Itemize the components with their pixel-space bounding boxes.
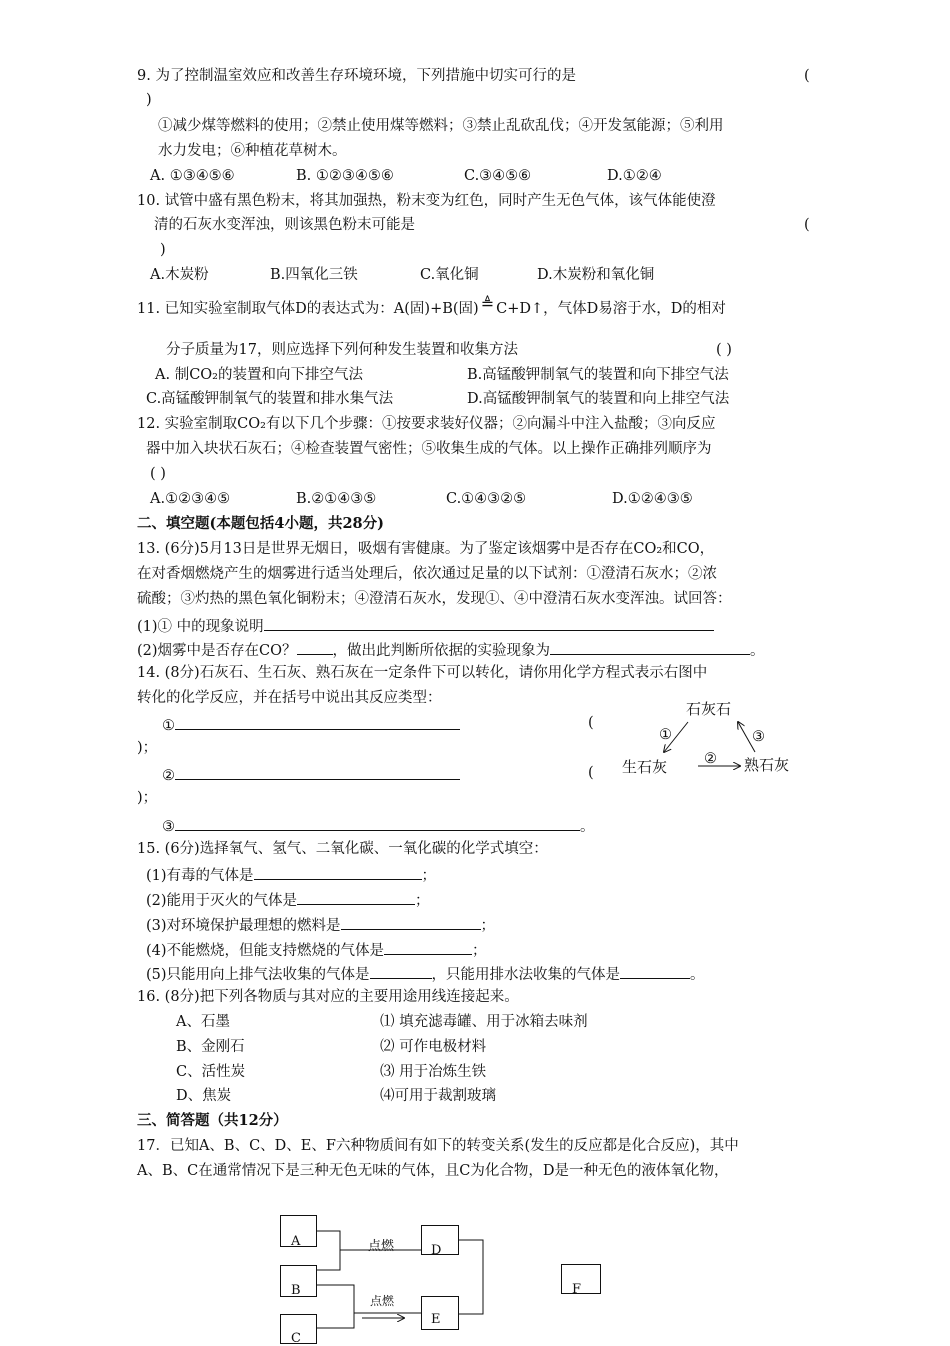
q15-s4 <box>146 938 487 961</box>
q15-s1-semi: ； <box>421 868 437 884</box>
q17-connector-lines <box>310 1210 610 1344</box>
box-d-label: D <box>431 1243 442 1258</box>
q14-item1-paren-open: ( <box>588 715 594 731</box>
q16-stem: 16. (8分)把下列各物质与其对应的主要用途用线连接起来。 <box>137 989 519 1005</box>
q11-option-a: A. 制CO₂的装置和向下排空气法 <box>155 367 363 383</box>
q14-line2: 转化的化学反应，并在括号中说出其反应类型： <box>137 690 442 706</box>
q12-option-b: B.②①④③⑤ <box>296 491 377 507</box>
q11-line1-b: C+D↑，气体D易溶于水，D的相对 <box>496 301 726 317</box>
q15-s5-label-b: ，只能用排水法收集的气体是 <box>431 967 621 983</box>
q15-s3-label: (3)对环境保护最理想的燃料是 <box>146 918 341 934</box>
q14-item3-num: ③ <box>162 819 175 835</box>
q9-option-c: C.③④⑤⑥ <box>464 168 532 184</box>
condition-ignite-2: 点燃 <box>370 1294 395 1308</box>
q15-s2-semi: ； <box>415 893 430 909</box>
q10-paren-open: ( <box>804 217 810 233</box>
q14-item2-paren-open: ( <box>588 765 594 781</box>
q15-s4-blank[interactable] <box>384 938 472 955</box>
q15-s3-blank[interactable] <box>341 913 481 930</box>
q16-left-a: A、石墨 <box>176 1014 230 1030</box>
q15-s2-blank[interactable] <box>297 888 415 905</box>
q14-line1: 14. (8分)石灰石、生石灰、熟石灰在一定条件下可以转化，请你用化学方程式表示右图中 <box>137 665 708 681</box>
box-e-label: E <box>431 1312 441 1327</box>
q17-line2: A、B、C在通常情况下是三种无色无味的气体，且C为化合物，D是一种无色的液体氧化物， <box>137 1163 729 1179</box>
q15-s1-blank[interactable] <box>254 863 422 880</box>
q14-item2-paren-close: )； <box>137 790 158 806</box>
q9-line3: 水力发电；⑥种植花草树木。 <box>158 143 347 159</box>
q9-option-a: A. ①③④⑤⑥ <box>150 168 235 184</box>
q14-item1 <box>162 713 460 736</box>
diagram-limestone-label: 石灰石 <box>686 700 732 718</box>
q10-option-c: C.氧化铜 <box>420 267 479 283</box>
box-f-label: F <box>572 1282 582 1297</box>
q11-line1-a: 11. 已知实验室制取气体D的表达式为：A(固)+B(固) <box>137 301 479 317</box>
arrow-1 <box>664 722 688 752</box>
q12-line3: ( ) <box>150 466 166 482</box>
q13-line2: 在对香烟燃烧产生的烟雾进行适当处理后，依次通过足量的以下试剂：①澄清石灰水；②浓 <box>137 566 717 582</box>
q13-line1: 13. (6分)5月13日是世界无烟日，吸烟有害健康。为了鉴定该烟雾中是否存在CO₂和CO， <box>137 541 715 557</box>
q16-left-d: D、焦炭 <box>176 1088 232 1104</box>
q14-item2 <box>162 763 460 786</box>
q13-sub1 <box>137 614 714 637</box>
q16-left-b: B、金刚石 <box>176 1039 245 1055</box>
diagram-step3-label: ③ <box>752 729 765 745</box>
q14-item3 <box>162 814 595 837</box>
q16-right-1: ⑴ 填充滤毒罐、用于冰箱去味剂 <box>380 1014 588 1030</box>
q15-s2-label: (2)能用于灭火的气体是 <box>146 893 298 909</box>
q12-line2: 器中加入块状石灰石；④检查装置气密性；⑤收集生成的气体。以上操作正确排列顺序为 <box>146 441 712 457</box>
diagram-slakedlime-label: 熟石灰 <box>744 756 790 774</box>
diagram-step2-label: ② <box>704 751 717 767</box>
q12-line1: 12. 实验室制取CO₂有以下几个步骤：①按要求装好仪器；②向漏斗中注入盐酸；③向反应 <box>137 416 716 432</box>
q13-answer1-blank[interactable] <box>264 614 714 631</box>
q13-sub2-label-a: (2)烟雾中是否存在CO？ <box>137 643 297 659</box>
q13-line3: 硫酸；③灼热的黑色氧化铜粉末；④澄清石灰水，发现①、④中澄清石灰水变浑浊。试回答： <box>137 591 732 607</box>
box-a-label: A <box>291 1234 301 1249</box>
section2-heading: 二、填空题(本题包括4小题，共28分) <box>137 515 384 532</box>
diagram-quicklime-label: 生石灰 <box>622 758 668 776</box>
q11-option-c: C.高锰酸钾制氧气的装置和排水集气法 <box>146 391 394 407</box>
q15-s5a-blank[interactable] <box>370 962 432 979</box>
q9-paren-close: ) <box>146 92 152 108</box>
condition-ignite-1: 点燃 <box>368 1239 395 1254</box>
q10-line1: 10. 试管中盛有黑色粉末，将其加强热，粉末变为红色，同时产生无色气体，该气体能使澄 <box>137 193 716 209</box>
q11-line2: 分子质量为17，则应选择下列何种发生装置和收集方法 <box>166 342 518 358</box>
box-b-label: B <box>291 1283 301 1298</box>
q15-s1-label: (1)有毒的气体是 <box>146 868 254 884</box>
q14-eq3-blank[interactable] <box>175 814 580 831</box>
q15-s1 <box>146 863 436 886</box>
q14-item2-num: ② <box>162 768 175 784</box>
q9-option-d: D.①②④ <box>607 168 662 184</box>
q15-s5b-blank[interactable] <box>620 962 690 979</box>
q9-line2: ①减少煤等燃料的使用；②禁止使用煤等燃料；③禁止乱砍乱伐；④开发氢能源；⑤利用 <box>158 118 724 134</box>
q15-s3 <box>146 913 495 936</box>
q12-option-c: C.①④③②⑤ <box>446 491 527 507</box>
q14-item1-num: ① <box>162 718 175 734</box>
q13-sub2 <box>137 638 765 661</box>
q15-s4-semi: ； <box>472 943 487 959</box>
q14-end: 。 <box>580 819 595 835</box>
q11-option-d: D.高锰酸钾制氧气的装置和向上排空气法 <box>467 391 730 407</box>
q11-option-b: B.高锰酸钾制氧气的装置和向下排空气法 <box>467 367 729 383</box>
q17-line1: 17．已知A、B、C、D、E、F六种物质间有如下的转变关系(发生的反应都是化合反应)，其中 <box>137 1138 739 1154</box>
q10-line2: 清的石灰水变浑浊，则该黑色粉末可能是 <box>154 217 415 233</box>
q12-option-d: D.①②④③⑤ <box>612 491 693 507</box>
q12-option-a: A.①②③④⑤ <box>150 491 231 507</box>
q9-stem: 9. 为了控制温室效应和改善生存环境环境，下列措施中切实可行的是 <box>137 68 576 84</box>
q14-item1-paren-close: )； <box>137 740 158 756</box>
q9-paren-open: ( <box>804 68 810 84</box>
diagram-arrows <box>600 690 820 790</box>
q11-paren: ( ) <box>716 342 732 358</box>
q13-sub2-label-b: ，做出此判断所依据的实验现象为 <box>332 643 551 659</box>
q13-sub1-label: (1)① 中的现象说明 <box>137 619 264 635</box>
q16-right-2: ⑵ 可作电极材料 <box>380 1039 487 1055</box>
q15-end: 。 <box>690 967 705 983</box>
q15-s5-label-a: (5)只能用向上排气法收集的气体是 <box>146 967 370 983</box>
heat-symbol: ≜ <box>480 294 495 313</box>
q16-right-4: ⑷可用于裁割玻璃 <box>380 1088 496 1104</box>
q13-answer2a-blank[interactable] <box>297 638 333 655</box>
q15-s5 <box>146 962 705 985</box>
q16-right-3: ⑶ 用于冶炼生铁 <box>380 1064 487 1080</box>
q10-option-b: B.四氧化三铁 <box>270 267 358 283</box>
q14-eq1-blank[interactable] <box>175 713 460 730</box>
q10-option-d: D.木炭粉和氧化铜 <box>537 267 655 283</box>
q15-s4-label: (4)不能燃烧，但能支持燃烧的气体是 <box>146 943 385 959</box>
q15-stem: 15. (6分)选择氧气、氢气、二氧化碳、一氧化碳的化学式填空： <box>137 841 548 857</box>
q16-left-c: C、活性炭 <box>176 1064 246 1080</box>
q15-s3-semi: ； <box>480 918 496 934</box>
q13-answer2b-blank[interactable] <box>550 638 750 655</box>
q9-option-b: B. ①②③④⑤⑥ <box>296 168 394 184</box>
section3-heading: 三、简答题（共12分） <box>137 1112 288 1129</box>
q10-option-a: A.木炭粉 <box>150 267 209 283</box>
diagram-step1-label: ① <box>659 727 672 743</box>
q13-end: 。 <box>750 643 765 659</box>
q15-s2 <box>146 888 430 911</box>
box-c-label: C <box>291 1331 301 1346</box>
q14-eq2-blank[interactable] <box>175 763 460 780</box>
arrow-3 <box>738 722 755 752</box>
q10-paren-close: ) <box>160 242 166 258</box>
q11-line1 <box>137 294 726 319</box>
